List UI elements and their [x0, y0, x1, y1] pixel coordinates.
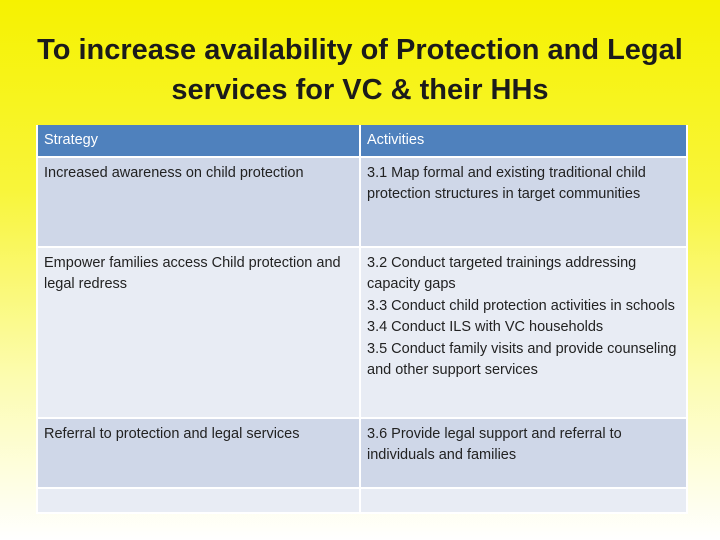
table-header-row	[37, 125, 687, 157]
strategy-cell: Referral to protection and legal services	[37, 418, 360, 488]
table-row	[37, 157, 687, 247]
activity-item: 3.5 Conduct family visits and provide counseling and other support services	[367, 340, 677, 378]
table-row	[37, 247, 687, 418]
activity-item: 3.3 Conduct child protection activities in schools	[367, 297, 675, 314]
header-activities: Activities	[360, 125, 687, 157]
activity-item: 3.6 Provide legal support and referral to individuals and families	[367, 425, 622, 463]
activity-item: 3.1 Map formal and existing traditional child protection structures in target communities	[367, 164, 646, 202]
activities-cell	[360, 247, 687, 418]
slide-title-line-2: services for VC & their HHs	[171, 74, 549, 106]
slide-title-line-1: To increase availability of Protection and Legal	[37, 34, 683, 66]
activity-item: 3.4 Conduct ILS with VC households	[367, 319, 604, 335]
activities-cell-empty	[360, 488, 687, 513]
table-row-empty	[37, 488, 687, 513]
strategy-table-container	[36, 125, 686, 514]
strategy-activities-table	[36, 125, 688, 514]
activities-cell	[360, 157, 687, 247]
strategy-cell-empty	[37, 488, 360, 513]
strategy-cell: Empower families access Child protection and legal redress	[37, 247, 360, 418]
header-strategy: Strategy	[37, 125, 360, 157]
slide-title	[20, 30, 700, 110]
table-row	[37, 418, 687, 488]
strategy-cell: Increased awareness on child protection	[37, 157, 360, 247]
activities-cell	[360, 418, 687, 488]
activity-item: 3.2 Conduct targeted trainings addressing capacity gaps	[367, 254, 637, 292]
